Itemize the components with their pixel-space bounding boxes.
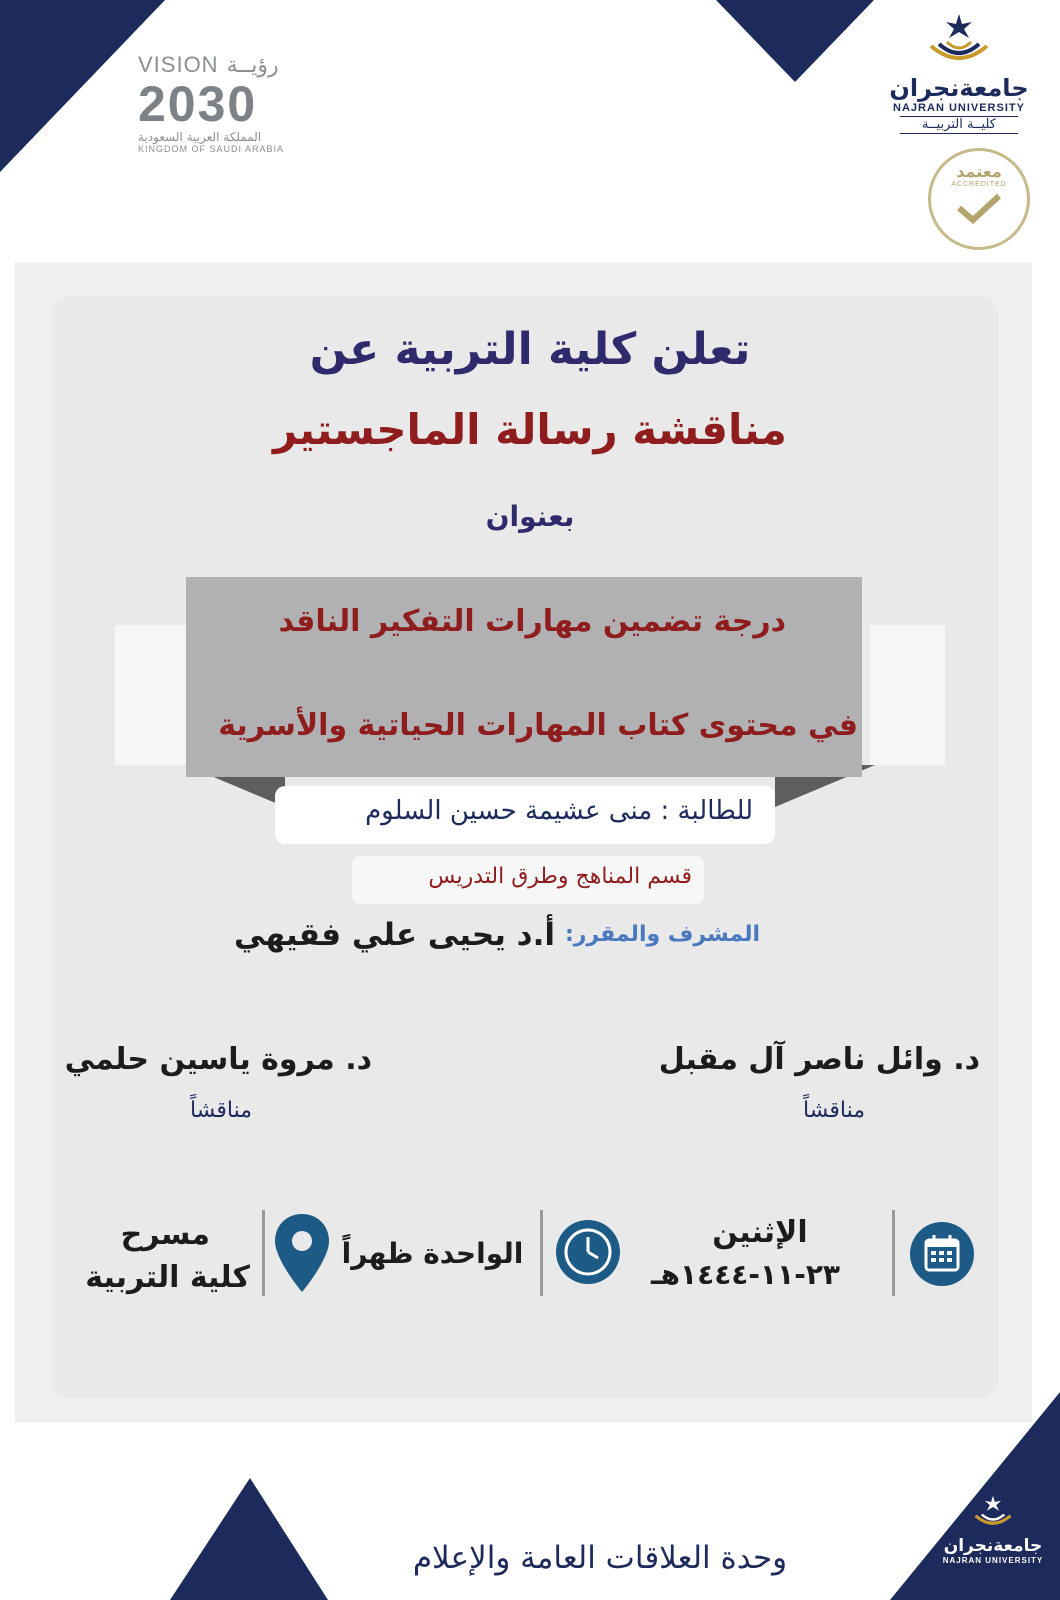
event-day: الإثنين — [712, 1215, 808, 1250]
footer-logo-en: NAJRAN UNIVERSITY — [942, 1556, 1044, 1565]
student-name: للطالبة : منى عشيمة حسين السلوم — [365, 796, 753, 826]
examiner-2-role: مناقشاً — [190, 1098, 252, 1123]
university-emblem-icon — [968, 1492, 1018, 1532]
examiner-1-name: د. وائل ناصر آل مقبل — [658, 1042, 980, 1077]
university-name-ar: جامعةنجران — [889, 74, 1029, 102]
college-name: كليــة التربيــة — [900, 116, 1018, 134]
najran-university-logo — [884, 10, 1034, 134]
thesis-title-line-1: درجة تضمين مهارات التفكير الناقد — [278, 604, 786, 639]
vision-logo-kingdom-en: KINGDOM OF SAUDI ARABIA — [138, 144, 285, 154]
examiner-2-name: د. مروة ياسين حلمي — [64, 1042, 372, 1077]
footer-university-logo — [938, 1492, 1048, 1565]
supervisor-label: المشرف والمقرر: — [564, 922, 760, 947]
location-pin-icon — [272, 1212, 332, 1294]
details-divider-3 — [262, 1210, 265, 1296]
vision-logo-year: 2030 — [138, 76, 258, 132]
vision-logo-kingdom-ar: المملكة العربية السعودية — [138, 130, 262, 144]
event-place-line-2: كلية التربية — [85, 1260, 250, 1295]
clock-icon — [556, 1220, 620, 1284]
announcement-line-2: مناقشة رسالة الماجستير — [273, 405, 787, 454]
accreditation-seal-ar: معتمد — [956, 162, 1002, 181]
checkmark-icon — [949, 188, 1009, 228]
event-date: ٢٣-١١-١٤٤٤هـ — [651, 1258, 840, 1291]
announcement-line-1: تعلن كلية التربية عن — [309, 324, 751, 375]
event-place-line-1: مسرح — [120, 1217, 210, 1252]
corner-decoration-bottom-left — [170, 1478, 330, 1600]
details-divider-2 — [540, 1210, 543, 1296]
thesis-title-line-2: في محتوى كتاب المهارات الحياتية والأسرية — [218, 708, 858, 743]
corner-decoration-top-center — [716, 0, 876, 85]
footer-logo-ar: جامعةنجران — [943, 1536, 1043, 1556]
examiner-1-role: مناقشاً — [803, 1098, 865, 1123]
university-name-en: NAJRAN UNIVERSITY — [893, 102, 1025, 114]
vision-logo-en: VISION — [138, 52, 219, 77]
accreditation-seal — [928, 148, 1030, 250]
calendar-icon — [910, 1222, 974, 1286]
title-label: بعنوان — [485, 500, 575, 533]
event-time: الواحدة ظهراً — [341, 1237, 524, 1270]
details-divider-1 — [892, 1210, 895, 1296]
accreditation-seal-en: ACCREDITED — [951, 181, 1007, 188]
university-emblem-icon — [919, 10, 999, 70]
department-name: قسم المناهج وطرق التدريس — [428, 864, 692, 889]
supervisor-name: أ.د يحيى علي فقيهي — [234, 917, 555, 953]
vision-logo-ar: رؤيــة — [226, 53, 279, 78]
footer-text: وحدة العلاقات العامة والإعلام — [412, 1540, 788, 1576]
vision-2030-logo — [138, 52, 318, 162]
